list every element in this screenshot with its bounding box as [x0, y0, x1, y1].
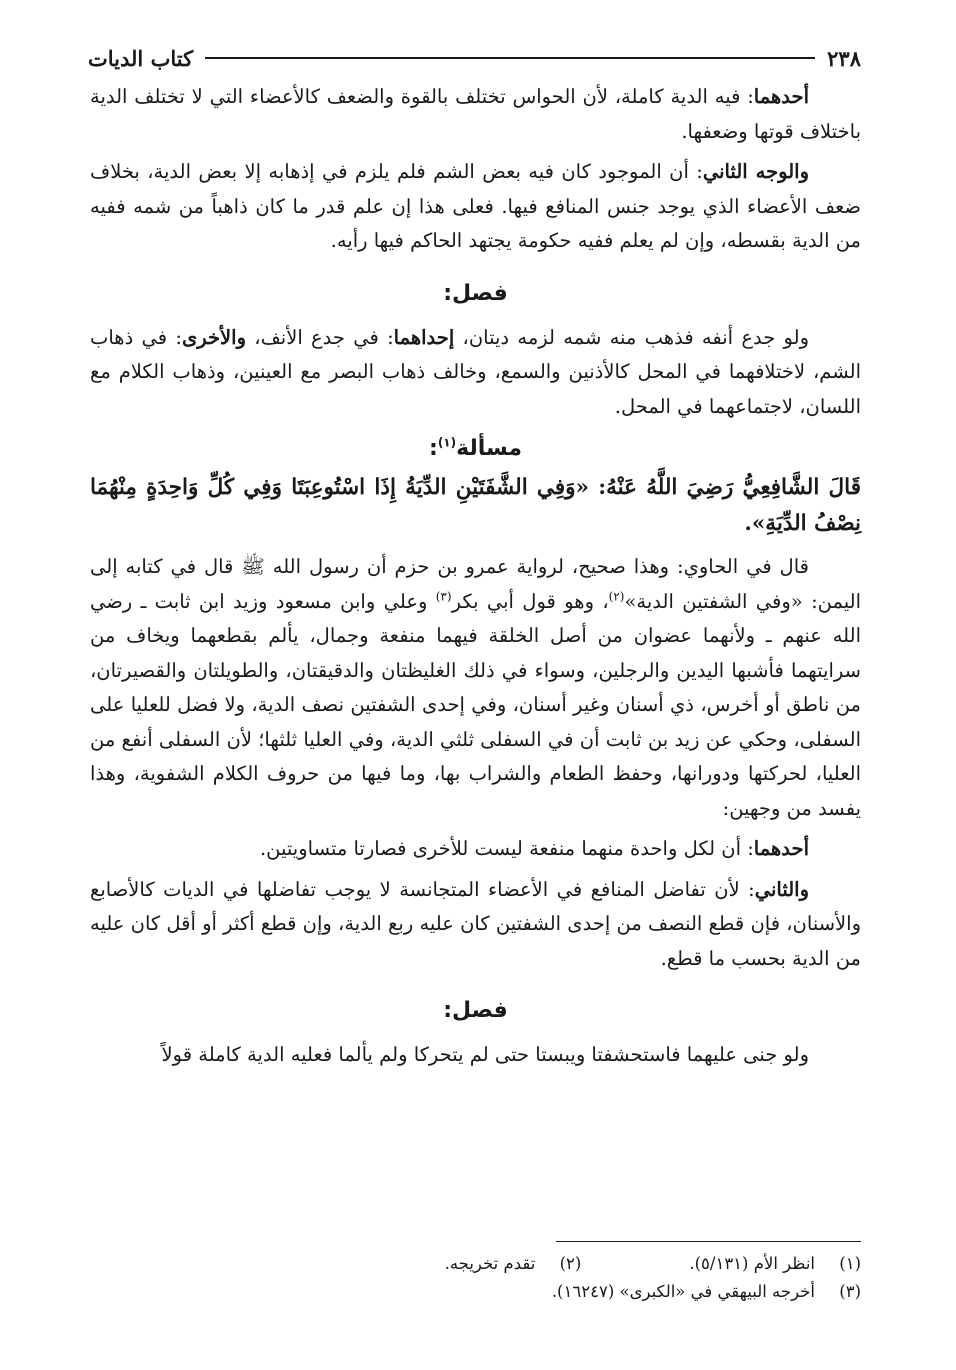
masala-colon: :: [429, 436, 438, 461]
footnote-ref: (٣): [435, 589, 452, 603]
footnote-ref: (٢): [608, 589, 625, 603]
masala-title: مسألة: [456, 436, 522, 461]
section-heading-fasl: فصل:: [443, 998, 508, 1023]
page-number: ٢٣٨: [827, 45, 861, 71]
footnote-text: تقدم تخريجه.: [444, 1254, 536, 1273]
paragraph-first-reason: [90, 832, 861, 867]
paragraph-keyword: والثاني: [754, 877, 809, 901]
paragraph-keyword: والوجه الثاني: [702, 160, 809, 183]
footnote-number: (٣): [839, 1282, 861, 1301]
footnote-number: (٢): [559, 1254, 582, 1273]
footnote-text: انظر الأم (٥/١٣١).: [689, 1254, 815, 1273]
paragraph-text: ، وهو قول أبي بكر: [451, 589, 609, 613]
paragraph-lips-damage: ولو جنى عليهما فاستحشفتا ويبستا حتى لم يتحركا ولم يألما فعليه الدية كاملة قولاً: [161, 1043, 809, 1066]
paragraph-text: وعلي وابن مسعود وزيد ابن ثابت ـ رضي الله عنهم ـ ولأنهما عضوان من أصل الخلقة فيهما منفعة وجمال، يألم بقطعهما ويخاف من سرايتهما فأشبها اليدين والرجلين، وسواء في ذلك الغليظتان والدقيقتان، والطويلتان والقصيرتان، من ناطق أو أخرس، ذي أسنان وغير أسنان، وفي إحدى الشفتين نصف الدية، ولا فضل للعليا على السفلى، وحكي عن زيد بن ثابت أن في السفلى ثلثي الدية، وفي العليا ثلثها؛ لأن السفلى أنفع من العليا، لحركتها ودورانها، وحفظ الطعام والشراب بها، وما فيها من حروف الكلام الشفوية، وهذا يفسد من وجهين:: [90, 589, 861, 820]
header-rule: [205, 57, 815, 59]
paragraph-hawi: [90, 550, 861, 826]
paragraph-text: قال في الحاوي: وهذا صحيح، لرواية عمرو بن حزم أن رسول الله ﷺ قال في كتابه إلى اليمن: «وفي الشفتين الدية»: [90, 555, 862, 613]
footnote-ref: (١): [437, 435, 457, 450]
paragraph-text: : أن الموجود كان فيه بعض الشم فلم يلزم في إذهابه إلا بعض الدية، بخلاف ضعف الأعضاء الذي يوجد جنس المنافع فيها. فعلى هذا إن علم قدر ما كان ذاهباً من شمه ففيه من الدية بقسطه، وإن لم يعلم ففيه حكومة يجتهد الحاكم فيها رأيه.: [90, 160, 861, 252]
footnote-text: أخرجه البيهقي في «الكبرى» (١٦٢٤٧).: [551, 1282, 815, 1301]
section-heading-masala: [90, 432, 861, 466]
paragraph-nose: [90, 321, 861, 425]
footnotes: [300, 1250, 861, 1306]
paragraph-first-view: [90, 80, 861, 149]
footnote-gap: [581, 1250, 689, 1278]
paragraph-text: : في ذهاب الشم، لاختلافهما في المحل كالأذنين والسمع، وخالف ذهاب البصر مع العينين، وذهاب الكلام مع اللسان، لاجتماعهما في المحل.: [90, 325, 861, 418]
paragraph-text: : فيه الدية كاملة، لأن الحواس تختلف بالقوة والضعف كالأعضاء التي لا تختلف الدية باختلاف قوتها وضعفها.: [90, 85, 861, 143]
paragraph-second-reason: [90, 873, 861, 977]
paragraph-keyword: والأخرى: [181, 325, 247, 349]
paragraph-text: : في جدع الأنف،: [246, 325, 394, 349]
paragraph-text: ولو جدع أنفه فذهب منه شمه لزمه ديتان،: [454, 325, 809, 349]
paragraph-second-view: [90, 155, 861, 259]
running-title: كتاب الديات: [88, 45, 194, 71]
footnote-number: (١): [839, 1254, 861, 1273]
footnote-rule: [556, 1241, 861, 1242]
footnote-row: [300, 1250, 861, 1278]
paragraph-keyword: أحدهما: [753, 837, 809, 860]
paragraph-keyword: إحداهما: [393, 325, 455, 349]
page-body: [90, 80, 861, 1079]
footnote-row: [300, 1278, 861, 1306]
section-heading-fasl: فصل:: [443, 280, 508, 306]
page-header: [88, 40, 861, 76]
paragraph-text: : أن لكل واحدة منهما منفعة ليست للأخرى فصارتا متساويتين.: [259, 837, 754, 860]
paragraph-text: : لأن تفاضل المنافع في الأعضاء المتجانسة لا يوجب تفاضلها في الديات كالأصابع والأسنان، فإن قطع النصف من إحدى الشفتين كان عليه ربع الدية، وإن قطع أكثر أو أقل كان عليه من الدية بحسب ما قطع.: [90, 877, 861, 970]
shafii-quote: قَالَ الشَّافِعِيُّ رَضِيَ اللَّهُ عَنْهُ: «وَفِي الشَّفَتَيْنِ الدِّيَةُ إِذَا اسْتُوعِبَتَا وَفِي كُلِّ وَاحِدَةٍ مِنْهُمَا نِصْفُ الدِّيَةِ».: [90, 475, 861, 536]
paragraph-keyword: أحدهما: [753, 85, 809, 108]
